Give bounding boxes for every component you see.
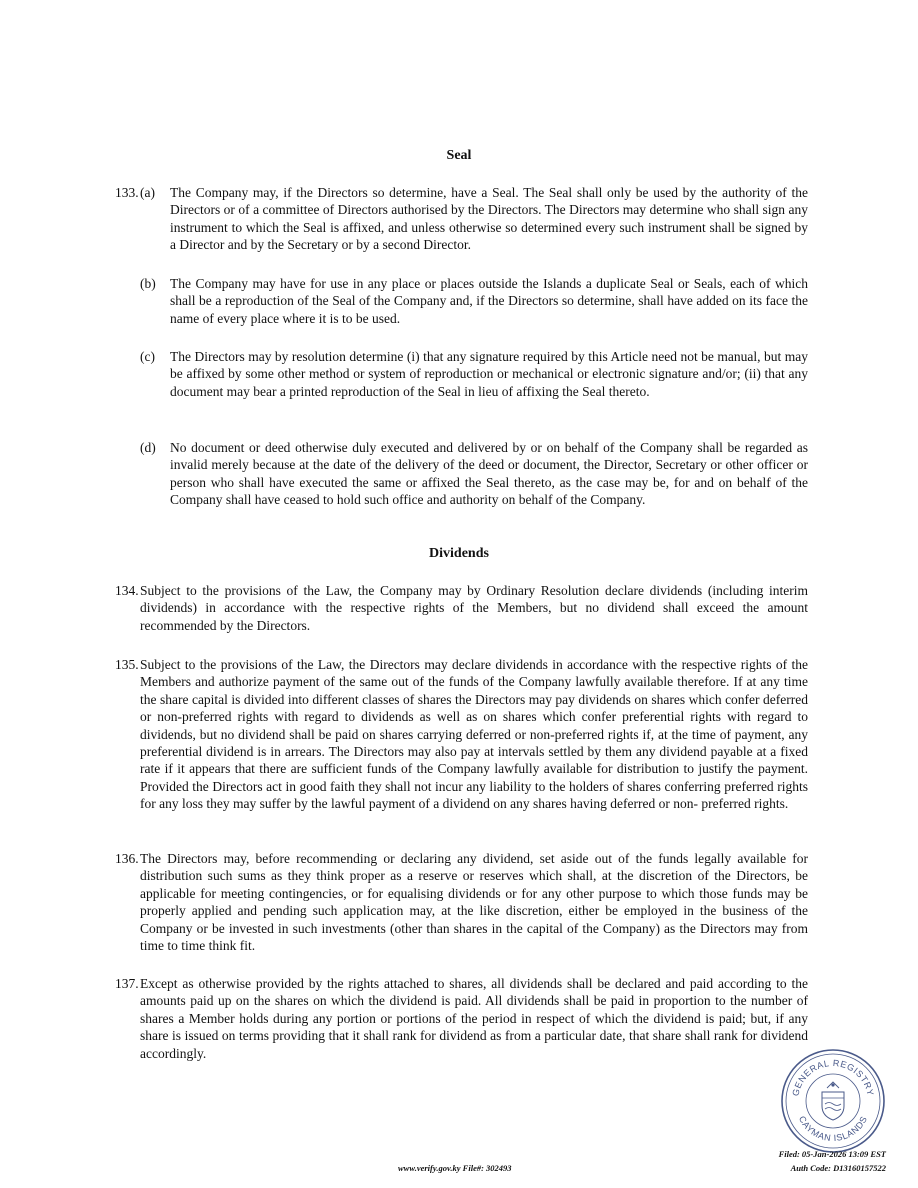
article-133-c-label: (c)	[140, 349, 155, 364]
article-133-a-text: The Company may, if the Directors so determine, have a Seal. The Seal shall only be used by the authority of the Directors or of a committee of Directors authorised by the Directors. The Directors may determine who shall sign any instrument to which the Seal is affixed, and unless otherwise so determined every such instrument shall be signed by a Director and by the Secretary or by a second Director.	[170, 185, 808, 253]
seal-heading: Seal	[446, 148, 472, 163]
article-137-number: 137.	[115, 976, 139, 991]
article-136-text: The Directors may, before recommending or declaring any dividend, set aside out of the funds legally available for distribution such sums as they think proper as a reserve or reserves which shall, at the discretion of the Directors, be applicable for meeting contingencies, or for equalising dividends or for any other purpose to which those funds may be properly applied and pending such application may, at the like discretion, either be employed in the business of the Company or be invested in such investments (other than shares in the capital of the Company) as the Directors may from time to time think fit.	[140, 851, 808, 954]
auth-code: Auth Code: D13160157522	[790, 1163, 886, 1173]
general-registry-seal	[780, 1048, 886, 1154]
article-134-number: 134.	[115, 583, 139, 598]
dividends-heading: Dividends	[429, 546, 489, 561]
filed-date: Filed: 05-Jan-2026 13:09 EST	[778, 1149, 886, 1159]
svg-text:CAYMAN ISLANDS	[797, 1114, 869, 1143]
article-135-text: Subject to the provisions of the Law, the Directors may declare dividends in accordance with the respective rights of the Members and authorize payment of the same out of the funds of the Company lawfully available therefore. If at any time the share capital is divided into different classes of shares the Directors may pay dividends on shares which confer deferred or non-preferred rights with regard to dividends as well as on shares which confer preferential rights with regard to dividends, but no dividend shall be paid on shares carrying deferred or non-preferred rights if, at the time of payment, any preferential dividend is in arrears. The Directors may also pay at intervals settled by them any dividend payable at a fixed rate if it appears that there are sufficient funds of the Company lawfully available for distribution to justify the payment. Provided the Directors act in good faith they shall not incur any liability to the holders of shares conferring preferred rights for any loss they may suffer by the lawful payment of a dividend on any shares having deferred or non- preferred rights.	[140, 657, 808, 812]
article-133-b-text: The Company may have for use in any place or places outside the Islands a duplicate Seal or Seals, each of which shall be a reproduction of the Seal of the Company and, if the Directors so determine, shall have added on its face the name of every place where it is to be used.	[170, 276, 808, 326]
article-133-b-label: (b)	[140, 276, 156, 291]
article-133-number: 133.	[115, 185, 139, 200]
article-134-text: Subject to the provisions of the Law, the Company may by Ordinary Resolution declare dividends (including interim dividends) in accordance with the respective rights of the Members, but no dividend shall exceed the amount recommended by the Directors.	[140, 583, 808, 633]
article-137-text: Except as otherwise provided by the rights attached to shares, all dividends shall be declared and paid according to the amounts paid up on the shares on which the dividend is paid. All dividends shall be paid in proportion to the number of shares a Member holds during any portion or portions of the period in respect of which the dividend is paid; but, if any share is issued on terms providing that it shall rank for dividend as from a particular date, that share shall rank for dividend accordingly.	[140, 976, 808, 1061]
coat-of-arms-icon	[822, 1082, 844, 1120]
article-136-number: 136.	[115, 851, 139, 866]
article-133-d-text: No document or deed otherwise duly executed and delivered by or on behalf of the Company shall be regarded as invalid merely because at the date of the delivery of the deed or document, the Director, Secretary or other officer or person who shall have executed the same or affixed the Seal thereto, as the case may be, for and on behalf of the Company shall have ceased to hold such office and authority on behalf of the Company.	[170, 440, 808, 508]
article-133-a-label: (a)	[140, 185, 155, 200]
article-133-d-label: (d)	[140, 440, 156, 455]
article-135-number: 135.	[115, 657, 139, 672]
seal-top-text: GENERAL REGISTRY	[790, 1057, 876, 1097]
verify-file-number: www.verify.gov.ky File#: 302493	[398, 1163, 512, 1173]
article-133-c-text: The Directors may by resolution determine (i) that any signature required by this Article need not be manual, but may be affixed by some other method or system of reproduction or mechanical or electronic signature and/or; (ii) that any document may bear a printed reproduction of the Seal in lieu of affixing the Seal thereto.	[170, 349, 808, 399]
seal-bottom-text: CAYMAN ISLANDS	[796, 1114, 870, 1144]
svg-text:GENERAL REGISTRY	[790, 1058, 875, 1097]
